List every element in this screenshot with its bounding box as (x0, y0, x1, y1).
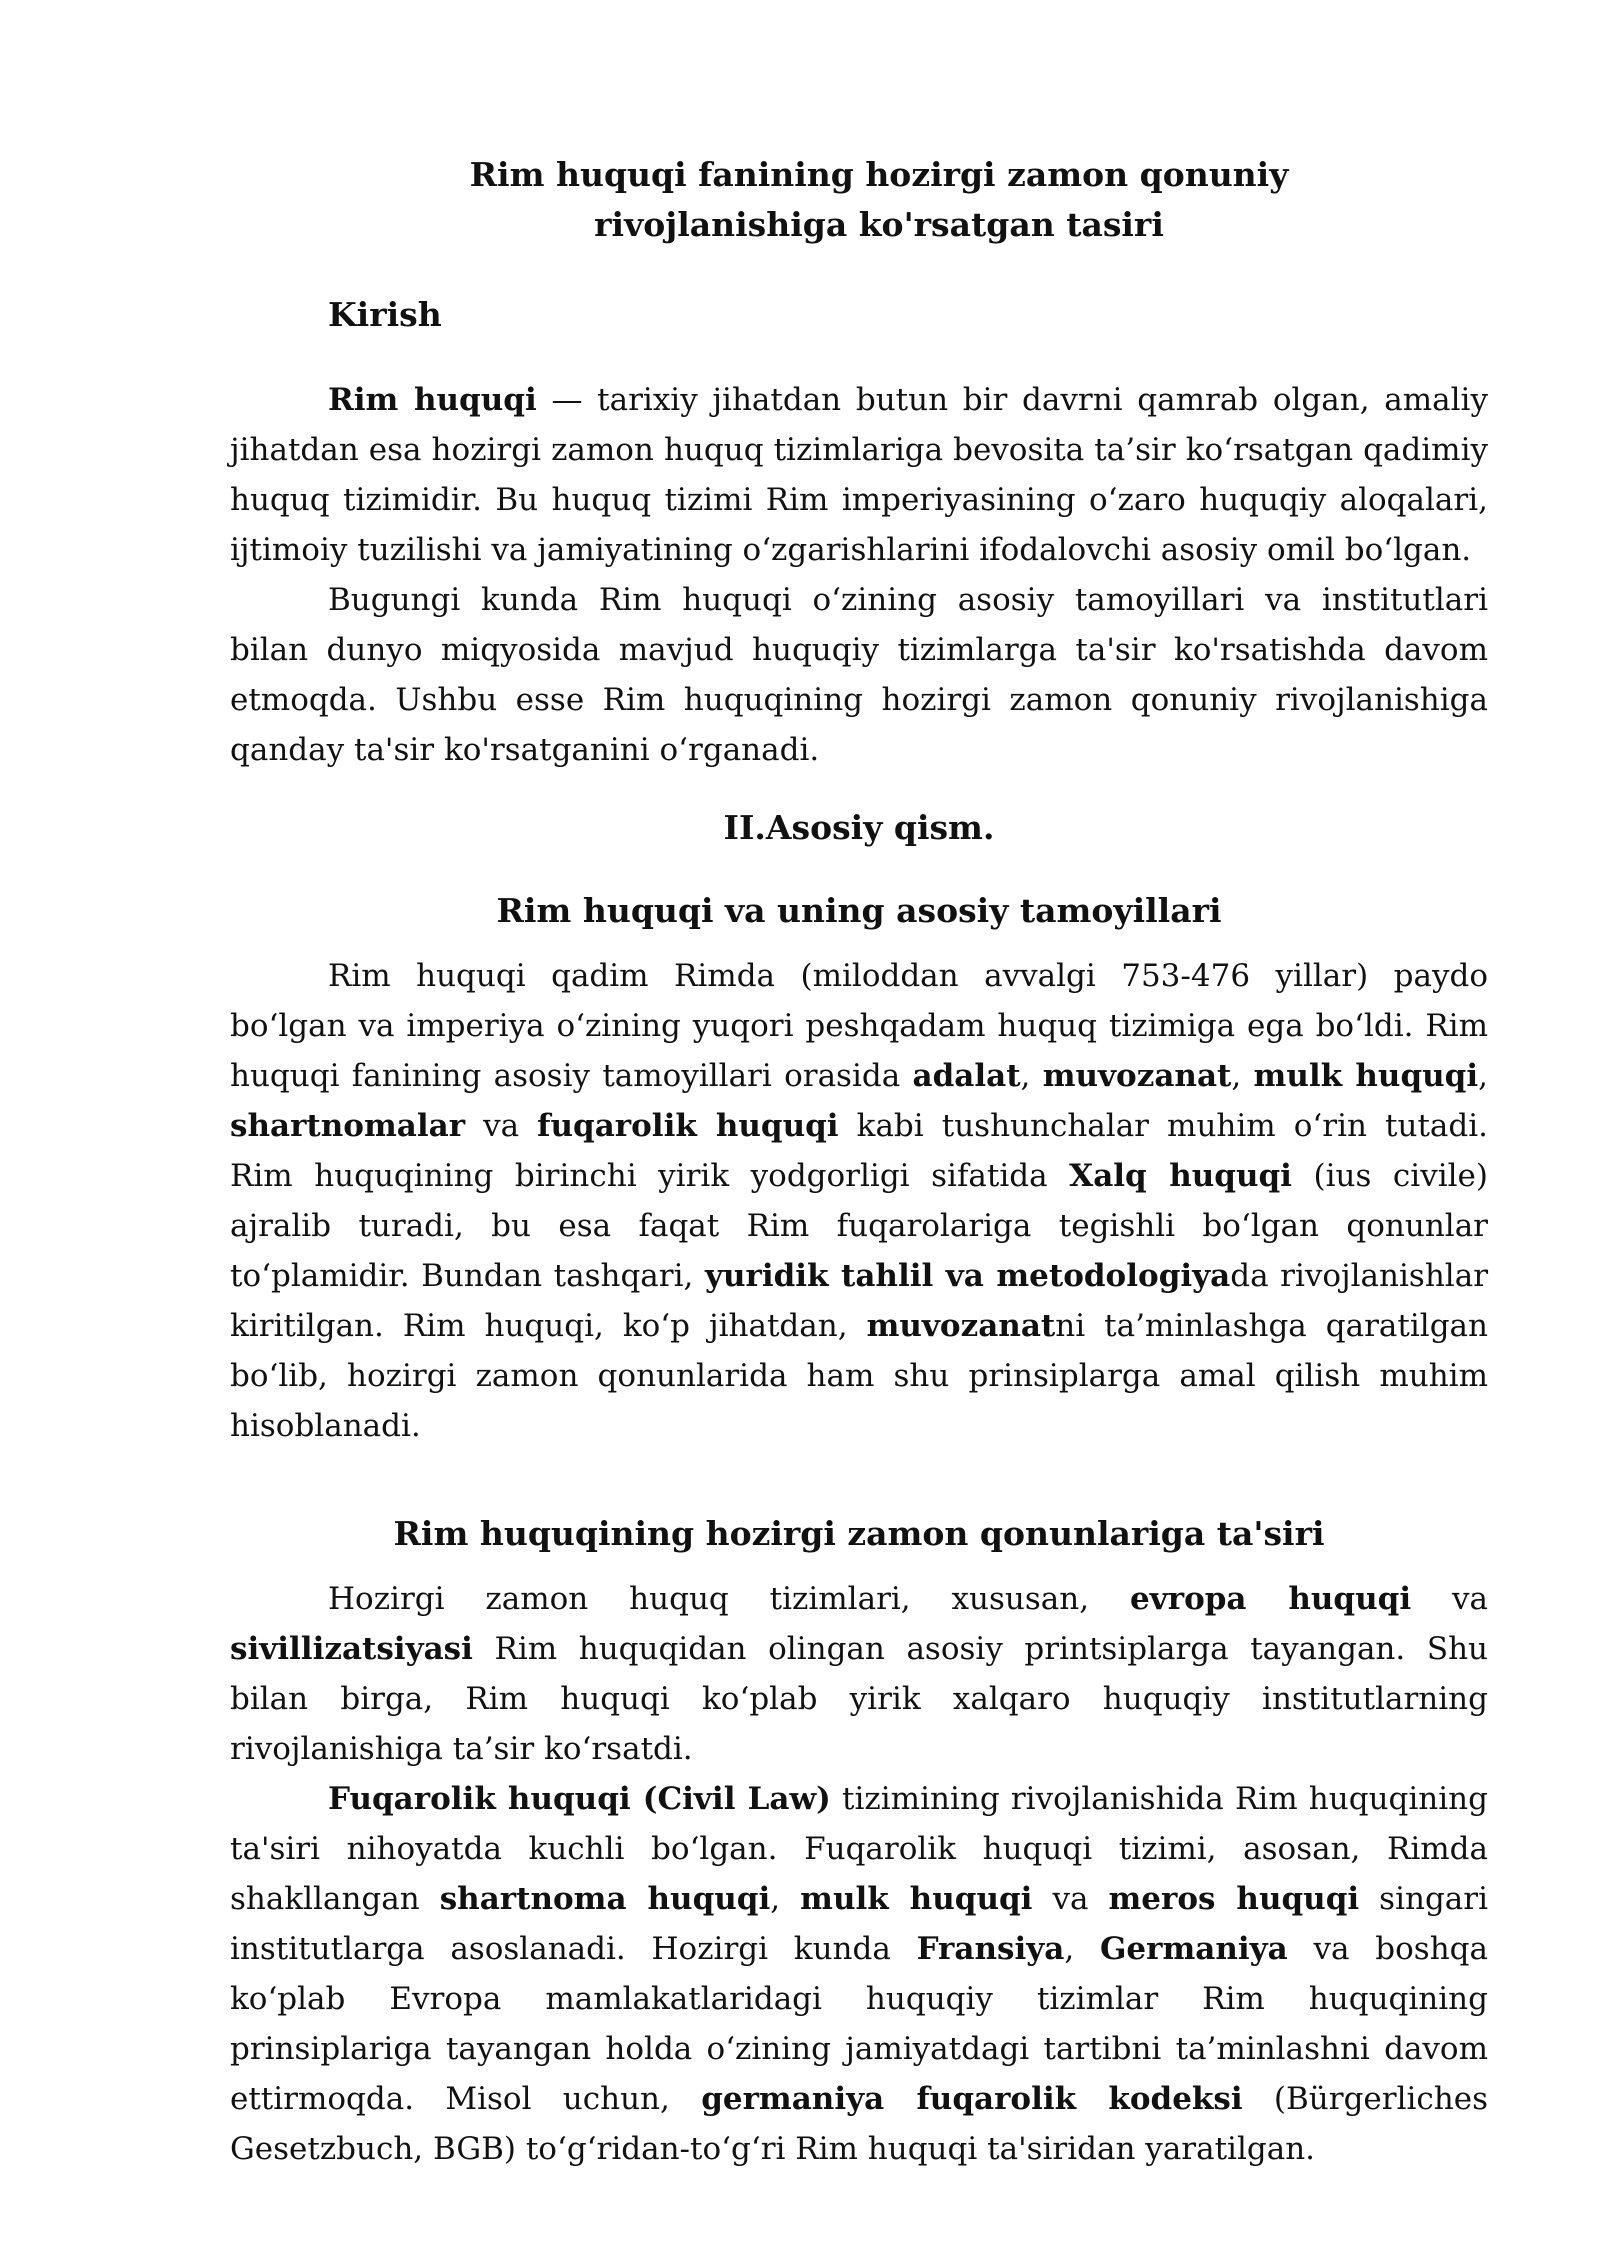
bold-term: yuridik tahlil va metodologiya (704, 1258, 1231, 1294)
bold-term: meros huquqi (1108, 1881, 1360, 1917)
tasiri-paragraph-1: Hozirgi zamon huquq tizimlari, xususan, evropa huquqi va sivillizatsiyasi Rim huquqidan olingan asosiy printsiplarga tayangan. Shu bilan birga, Rim huquqi ko‘plab yirik xalqaro huquqiy institutlarning rivojlanishiga ta’sir ko‘rsatdi. (230, 1581, 1488, 1767)
heading-tamoyillar: Rim huquqi va uning asosiy tamoyillari (496, 891, 1222, 930)
tasiri-paragraph-2: Fuqarolik huquqi (Civil Law) tizimining rivojlanishida Rim huquqining ta'siri nihoyatda kuchli bo‘lgan. Fuqarolik huquqi tizimi, asosan, Rimda shakllangan shartnoma huquqi, mulk huquqi va meros huquqi singari institutlarga asoslanadi. Hozirgi kunda Fransiya, Germaniya va boshqa ko‘plab Evropa mamlakatlaridagi huquqiy tizimlar Rim huquqining prinsiplariga tayangan holda o‘zining jamiyatdagi tartibni ta’minlashni davom ettirmoqda. Misol uchun, germaniya fuqarolik kodeksi (Bürgerliches Gesetzbuch, BGB) to‘g‘ridan-to‘g‘ri Rim huquqi ta'siridan yaratilgan. (230, 1781, 1489, 2167)
bold-term: Germaniya (1099, 1931, 1288, 1967)
bold-term: mulk huquqi (1253, 1058, 1479, 1094)
bold-term: adalat (912, 1058, 1021, 1094)
bold-term: evropa huquqi (1130, 1581, 1412, 1617)
heading-asosiy-qism: II.Asosiy qism. (723, 808, 995, 847)
tamoyillar-paragraph: Rim huquqi qadim Rimda (miloddan avvalgi 753-476 yillar) paydo bo‘lgan va imperiya o‘zining yuqori peshqadam huquq tizimiga ega bo‘ldi. Rim huquqi fanining asosiy tamoyillari orasida adalat, muvozanat, mulk huquqi, shartnomalar va fuqarolik huquqi kabi tushunchalar muhim o‘rin tutadi. Rim huquqining birinchi yirik yodgorligi sifatida Xalq huquqi (ius civile) ajralib turadi, bu esa faqat Rim fuqarolariga tegishli bo‘lgan qonunlar to‘plamidir. Bundan tashqari, yuridik tahlil va metodologiyada rivojlanishlar kiritilgan. Rim huquqi, ko‘p jihatdan, muvozanatni ta’minlashga qaratilgan bo‘lib, hozirgi zamon qonunlarida ham shu prinsiplarga amal qilish muhim hisoblanadi. (230, 958, 1489, 1444)
bold-term: shartnoma huquqi (439, 1881, 771, 1917)
heading-tasiri: Rim huquqining hozirgi zamon qonunlariga ta'siri (393, 1514, 1325, 1553)
title-line-1: Rim huquqi fanining hozirgi zamon qonuniy (469, 155, 1289, 194)
intro-paragraph-2: Bugungi kunda Rim huquqi o‘zining asosiy tamoyillari va institutlari bilan dunyo miqyosida mavjud huquqiy tizimlarga ta'sir ko'rsatishda davom etmoqda. Ushbu esse Rim huquqining hozirgi zamon qonuniy rivojlanishiga qanday ta'sir ko'rsatganini o‘rganadi. (230, 582, 1488, 768)
bold-term: sivillizatsiyasi (230, 1631, 473, 1667)
bold-term: Fuqarolik huquqi (Civil Law) (328, 1781, 831, 1817)
heading-kirish: Kirish (328, 295, 442, 334)
bold-term: Rim huquqi (328, 382, 537, 418)
bold-term: Fransiya (916, 1931, 1065, 1967)
bold-term: muvozanat (866, 1308, 1056, 1344)
bold-term: muvozanat (1042, 1058, 1232, 1094)
intro-paragraph-1: Rim huquqi — tarixiy jihatdan butun bir davrni qamrab olgan, amaliy jihatdan esa hozirgi zamon huquq tizimlariga bevosita ta’sir ko‘rsatgan qadimiy huquq tizimidir. Bu huquq tizimi Rim imperiyasining o‘zaro huquqiy aloqalari, ijtimoiy tuzilishi va jamiyatining o‘zgarishlarini ifodalovchi asosiy omil bo‘lgan. (230, 382, 1488, 568)
bold-term: Xalq huquqi (1069, 1158, 1292, 1194)
bold-term: mulk huquqi (800, 1881, 1033, 1917)
document-title (270, 150, 1488, 250)
bold-term: germaniya fuqarolik kodeksi (701, 2081, 1243, 2117)
document-page (230, 150, 1488, 2174)
bold-term: fuqarolik huquqi (537, 1108, 839, 1144)
bold-term: shartnomalar (230, 1108, 466, 1144)
title-line-2: rivojlanishiga ko'rsatgan tasiri (594, 205, 1164, 244)
